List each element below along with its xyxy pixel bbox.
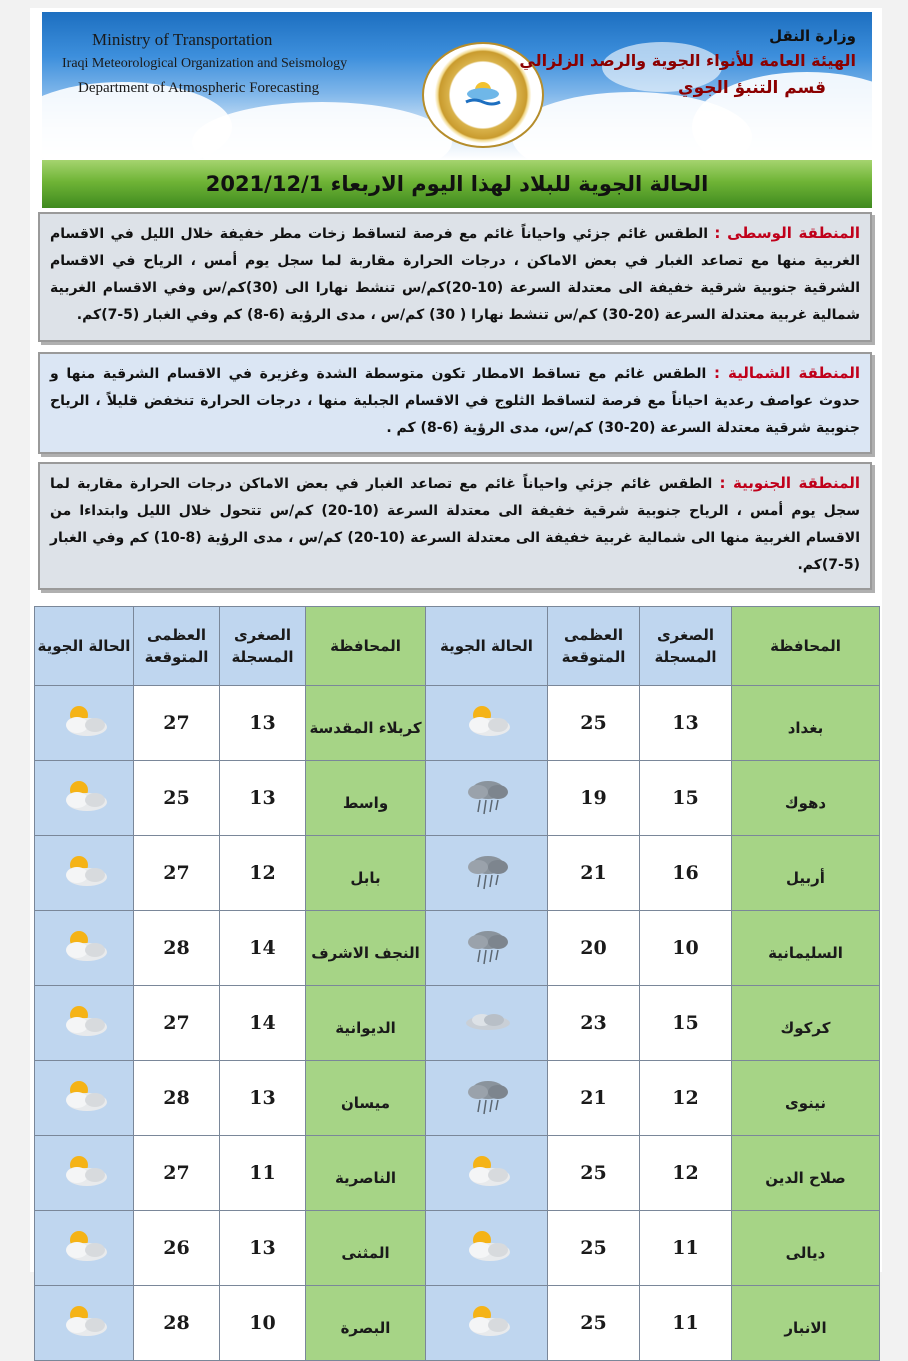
table-row [35,1211,880,1286]
weather-cell [35,1286,134,1361]
max-temp: 23 [548,986,640,1061]
max-temp: 25 [548,1211,640,1286]
header-province: المحافظة [732,607,880,686]
table-row [35,911,880,986]
min-temp: 15 [640,986,732,1061]
org-name-ar: الهيئة العامة للأنواء الجوية والرصد الزلزالي [519,51,856,70]
min-temp: 13 [220,686,306,761]
max-temp: 26 [134,1211,220,1286]
max-temp: 27 [134,836,220,911]
province-name: دهوك [732,761,880,836]
partly-cloudy-sun-icon [458,701,516,741]
province-name: الناصرية [306,1136,426,1211]
region-north [38,352,872,454]
table-row [35,836,880,911]
region-name: المنطقة الشمالية : [714,364,860,382]
min-temp: 15 [640,761,732,836]
province-name: واسط [306,761,426,836]
partly-cloudy-sun-icon [55,1076,113,1116]
region-central [38,212,872,342]
weather-cell [35,1211,134,1286]
rain-cloud-icon [458,851,516,891]
min-temp: 10 [640,911,732,986]
forecast-table [34,606,880,1361]
region-name: المنطقة الجنوبية : [719,474,860,492]
header-max: العظمى المتوقعة [134,607,220,686]
weather-cell [426,686,548,761]
min-temp: 12 [220,836,306,911]
region-text: الطقس غائم جزئي واحياناً غائم مع فرصة لتساقط زخات مطر خفيفة خلال الليل في الاقسام الغربية منها مع تصاعد الغبار في بعض الاماكن ، درجات الحرارة مقاربة لما سجل يوم أمس ، الرياح في الاقسام الشرقية جنوبية شرقية خفيفة الى معتدلة السرعة (10-20)كم/س تنشط نهارا الى (30)كم/س وفي الاقسام الغربية شمالية غربية معتدلة السرعة (20-30) كم/س تنشط نهارا ( 30) كم/س ، مدى الرؤية (6-8) كم وفي الغبار (5-7)كم. [50,226,860,323]
table-row [35,986,880,1061]
partly-cloudy-sun-icon [55,701,113,741]
min-temp: 10 [220,1286,306,1361]
table-row [35,1286,880,1361]
partly-cloudy-sun-icon [55,776,113,816]
dept-name-ar: قسم التنبؤ الجوي [678,78,826,98]
partly-cloudy-sun-icon [55,851,113,891]
table-row [35,1136,880,1211]
weather-cell [35,1061,134,1136]
max-temp: 25 [548,1136,640,1211]
max-temp: 25 [134,761,220,836]
max-temp: 20 [548,911,640,986]
page-title: الحالة الجوية للبلاد لهذا اليوم الاربعاء 2021/12/1 [205,172,709,196]
cloud-decoration [192,102,452,160]
org-name-en: Iraqi Meteorological Organization and Seismology [62,56,348,71]
table-row [35,761,880,836]
max-temp: 25 [548,1286,640,1361]
province-name: كربلاء المقدسة [306,686,426,761]
max-temp: 21 [548,836,640,911]
weather-cell [426,1286,548,1361]
province-name: كركوك [732,986,880,1061]
english-header [62,28,347,100]
province-name: أربيل [732,836,880,911]
min-temp: 13 [220,1211,306,1286]
min-temp: 12 [640,1061,732,1136]
province-name: نينوى [732,1061,880,1136]
header-banner [42,12,872,160]
header-min: الصغرى المسجلة [220,607,306,686]
header-min: الصغرى المسجلة [640,607,732,686]
weather-cell [35,911,134,986]
table-row [35,1061,880,1136]
cloud-icon [458,1001,516,1041]
province-name: البصرة [306,1286,426,1361]
min-temp: 13 [640,686,732,761]
min-temp: 13 [220,1061,306,1136]
partly-cloudy-sun-icon [55,1151,113,1191]
min-temp: 12 [640,1136,732,1211]
max-temp: 21 [548,1061,640,1136]
rain-cloud-icon [458,1076,516,1116]
partly-cloudy-sun-icon [55,1226,113,1266]
min-temp: 11 [640,1286,732,1361]
logo-emblem-icon [462,78,504,110]
header-max: العظمى المتوقعة [548,607,640,686]
max-temp: 19 [548,761,640,836]
min-temp: 14 [220,911,306,986]
province-name: المثنى [306,1211,426,1286]
max-temp: 28 [134,911,220,986]
province-name: صلاح الدين [732,1136,880,1211]
table-header-row [35,607,880,686]
min-temp: 16 [640,836,732,911]
table-row [35,686,880,761]
province-name: الديوانية [306,986,426,1061]
weather-cell [426,836,548,911]
province-name: النجف الاشرف [306,911,426,986]
arabic-header [519,24,856,102]
max-temp: 27 [134,986,220,1061]
max-temp: 27 [134,1136,220,1211]
province-name: السليمانية [732,911,880,986]
province-name: الانبار [732,1286,880,1361]
region-name: المنطقة الوسطى : [714,224,861,242]
province-name: ديالى [732,1211,880,1286]
partly-cloudy-sun-icon [55,1001,113,1041]
province-name: ميسان [306,1061,426,1136]
weather-cell [426,986,548,1061]
dept-name-en: Department of Atmospheric Forecasting [78,80,320,96]
weather-cell [426,1136,548,1211]
bulletin-page [30,8,882,1337]
min-temp: 14 [220,986,306,1061]
weather-cell [426,1061,548,1136]
min-temp: 11 [220,1136,306,1211]
title-bar [42,160,872,208]
rain-cloud-icon [458,926,516,966]
weather-cell [35,836,134,911]
ministry-name-en: Ministry of Transportation [92,30,273,49]
province-name: بغداد [732,686,880,761]
max-temp: 28 [134,1061,220,1136]
max-temp: 25 [548,686,640,761]
region-text: الطقس غائم مع تساقط الامطار تكون متوسطة الشدة وغزيرة في الاقسام الشرقية منها و حدوث عواصف رعدية احياناً مع فرصة لتساقط الثلوج في الاقسام الجبلية منها ، درجات الحرارة تنخفض قليلاً ، الرياح جنوبية شرقية معتدلة السرعة (20-30) كم/س، مدى الرؤية (6-8) كم . [50,366,860,436]
max-temp: 27 [134,686,220,761]
weather-cell [426,761,548,836]
header-weather: الحالة الجوية [35,607,134,686]
partly-cloudy-sun-icon [55,1301,113,1341]
weather-cell [426,911,548,986]
header-weather: الحالة الجوية [426,607,548,686]
weather-cell [35,1136,134,1211]
region-text: الطقس غائم جزئي واحياناً غائم مع تصاعد الغبار في بعض الاماكن درجات الحرارة مقاربة لما سجل يوم أمس ، الرياح جنوبية شرقية خفيفة الى معتدلة السرعة (10-20) كم/س تتحول خلال الليل وابتداءا من الاقسام الغربية منها الى شمالية غربية خفيفة الى معتدلة السرعة (10-20) كم/س ، مدى الرؤية (8-10) كم وفي الغبار (5-7)كم. [50,476,861,573]
partly-cloudy-sun-icon [458,1301,516,1341]
weather-cell [35,761,134,836]
province-name: بابل [306,836,426,911]
ministry-name-ar: وزارة النقل [769,27,856,45]
header-province: المحافظة [306,607,426,686]
weather-cell [35,686,134,761]
partly-cloudy-sun-icon [458,1226,516,1266]
weather-cell [35,986,134,1061]
min-temp: 13 [220,761,306,836]
max-temp: 28 [134,1286,220,1361]
weather-cell [426,1211,548,1286]
min-temp: 11 [640,1211,732,1286]
partly-cloudy-sun-icon [458,1151,516,1191]
region-south [38,462,872,590]
rain-cloud-icon [458,776,516,816]
partly-cloudy-sun-icon [55,926,113,966]
